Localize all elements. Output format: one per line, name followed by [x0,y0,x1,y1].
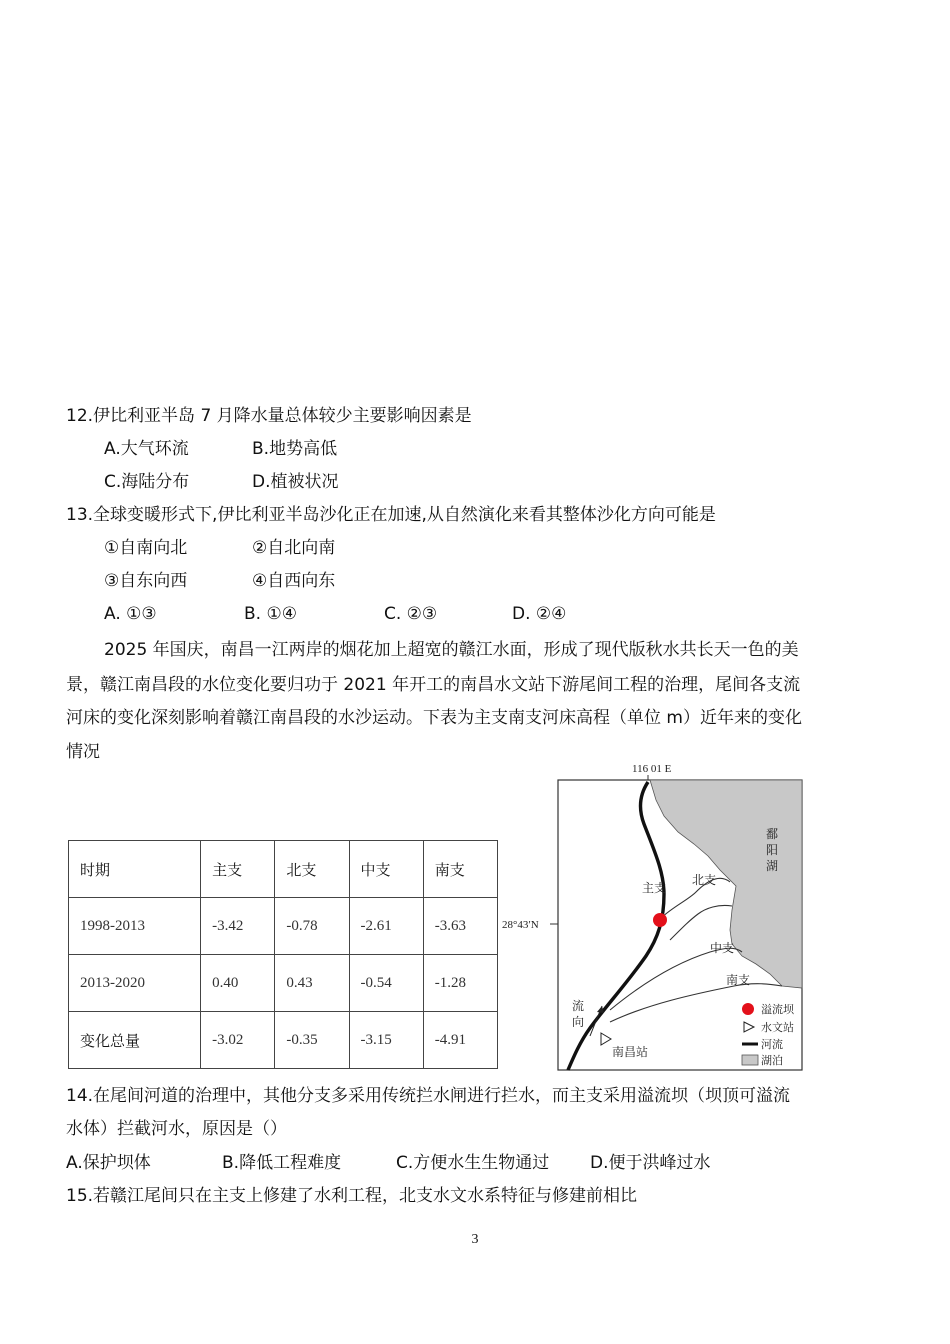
q14-stem-line-1: 14.在尾间河道的治理中，其他分支多采用传统拦水闸进行拦水，而主支采用溢流坝（坝顶可溢流 [66,1086,791,1106]
table-header: 主支 [201,841,275,898]
river-map [498,760,810,1075]
q13-item-4: ④自西向东 [252,571,336,591]
lake-name-char: 鄱 [766,827,779,841]
q14-option-d: D.便于洪峰过水 [590,1153,711,1173]
passage-line-4: 情况 [66,742,100,762]
latitude-label: 28°43′N [502,919,539,931]
q14-stem-line-2: 水体）拦截河水，原因是（） [66,1119,287,1139]
q13-stem: 13.全球变暖形式下,伊比利亚半岛沙化正在加速,从自然演化来看其整体沙化方向可能是 [66,505,716,525]
q12-option-c: C.海陆分布 [104,472,190,492]
table-header: 南支 [423,841,497,898]
table-header: 中支 [349,841,423,898]
weir-marker [653,913,667,927]
table-cell: 2013-2020 [69,955,201,1012]
table-cell: -3.02 [201,1012,275,1069]
table-cell: -0.78 [275,898,349,955]
table-cell: -3.63 [423,898,497,955]
label-main-branch: 主支 [642,881,667,895]
riverbed-elevation-table [68,840,498,1069]
legend-river-label: 河流 [761,1039,783,1051]
q13-item-3: ③自东向西 [104,571,188,591]
page-number: 3 [471,1232,479,1247]
table-cell: -2.61 [349,898,423,955]
flow-label-char: 流 [572,999,585,1013]
label-middle-branch: 中支 [710,941,735,955]
q13-option-c: C. ②③ [384,604,438,624]
q13-item-2: ②自北向南 [252,538,336,558]
table-row [69,1012,498,1069]
passage-line-2: 景，赣江南昌段的水位变化要归功于 2021 年开工的南昌水文站下游尾间工程的治理，尾间各支流 [66,675,801,695]
table-cell: -1.28 [423,955,497,1012]
table-cell: 0.43 [275,955,349,1012]
table-cell: -3.42 [201,898,275,955]
legend-station-label: 水文站 [761,1022,794,1034]
legend-lake-icon [742,1055,758,1065]
table-row [69,955,498,1012]
table-cell: 变化总量 [69,1012,201,1069]
lake-name-char: 阳 [766,843,779,857]
legend-lake-label: 湖泊 [761,1055,783,1067]
table-header: 时期 [69,841,201,898]
q15-stem: 15.若赣江尾间只在主支上修建了水利工程，北支水文水系特征与修建前相比 [66,1186,638,1206]
q14-option-b: B.降低工程难度 [222,1153,342,1173]
table-row [69,898,498,955]
legend-weir-label: 溢流坝 [761,1004,794,1016]
q14-option-c: C.方便水生生物通过 [396,1153,550,1173]
q12-option-d: D.植被状况 [252,472,339,492]
q12-option-a: A.大气环流 [104,439,189,459]
table-header: 北支 [275,841,349,898]
table-cell: -0.35 [275,1012,349,1069]
longitude-label: 116 01 E [632,763,672,775]
table-cell: 1998-2013 [69,898,201,955]
table-cell: -3.15 [349,1012,423,1069]
table-cell: -0.54 [349,955,423,1012]
q13-option-a: A. ①③ [104,604,157,624]
station-label: 南昌站 [612,1045,649,1059]
label-south-branch: 南支 [726,973,751,987]
q13-option-d: D. ②④ [512,604,567,624]
q12-stem: 12.伊比利亚半岛 7 月降水量总体较少主要影响因素是 [66,406,472,426]
q12-option-b: B.地势高低 [252,439,338,459]
table-cell: 0.40 [201,955,275,1012]
passage-line-3: 河床的变化深刻影响着赣江南昌段的水沙运动。下表为主支南支河床高程（单位 m）近年来的变化 [66,708,802,728]
flow-label-char: 向 [572,1015,585,1029]
passage-line-1: 2025 年国庆，南昌一江两岸的烟花加上超宽的赣江水面，形成了现代版秋水共长天一色的美 [104,640,799,660]
q13-option-b: B. ①④ [244,604,297,624]
q13-item-1: ①自南向北 [104,538,188,558]
table-header-row [69,841,498,898]
label-north-branch: 北支 [692,873,717,887]
q14-option-a: A.保护坝体 [66,1153,151,1173]
legend-weir-icon [742,1003,754,1015]
table-cell: -4.91 [423,1012,497,1069]
lake-name-char: 湖 [766,859,779,873]
